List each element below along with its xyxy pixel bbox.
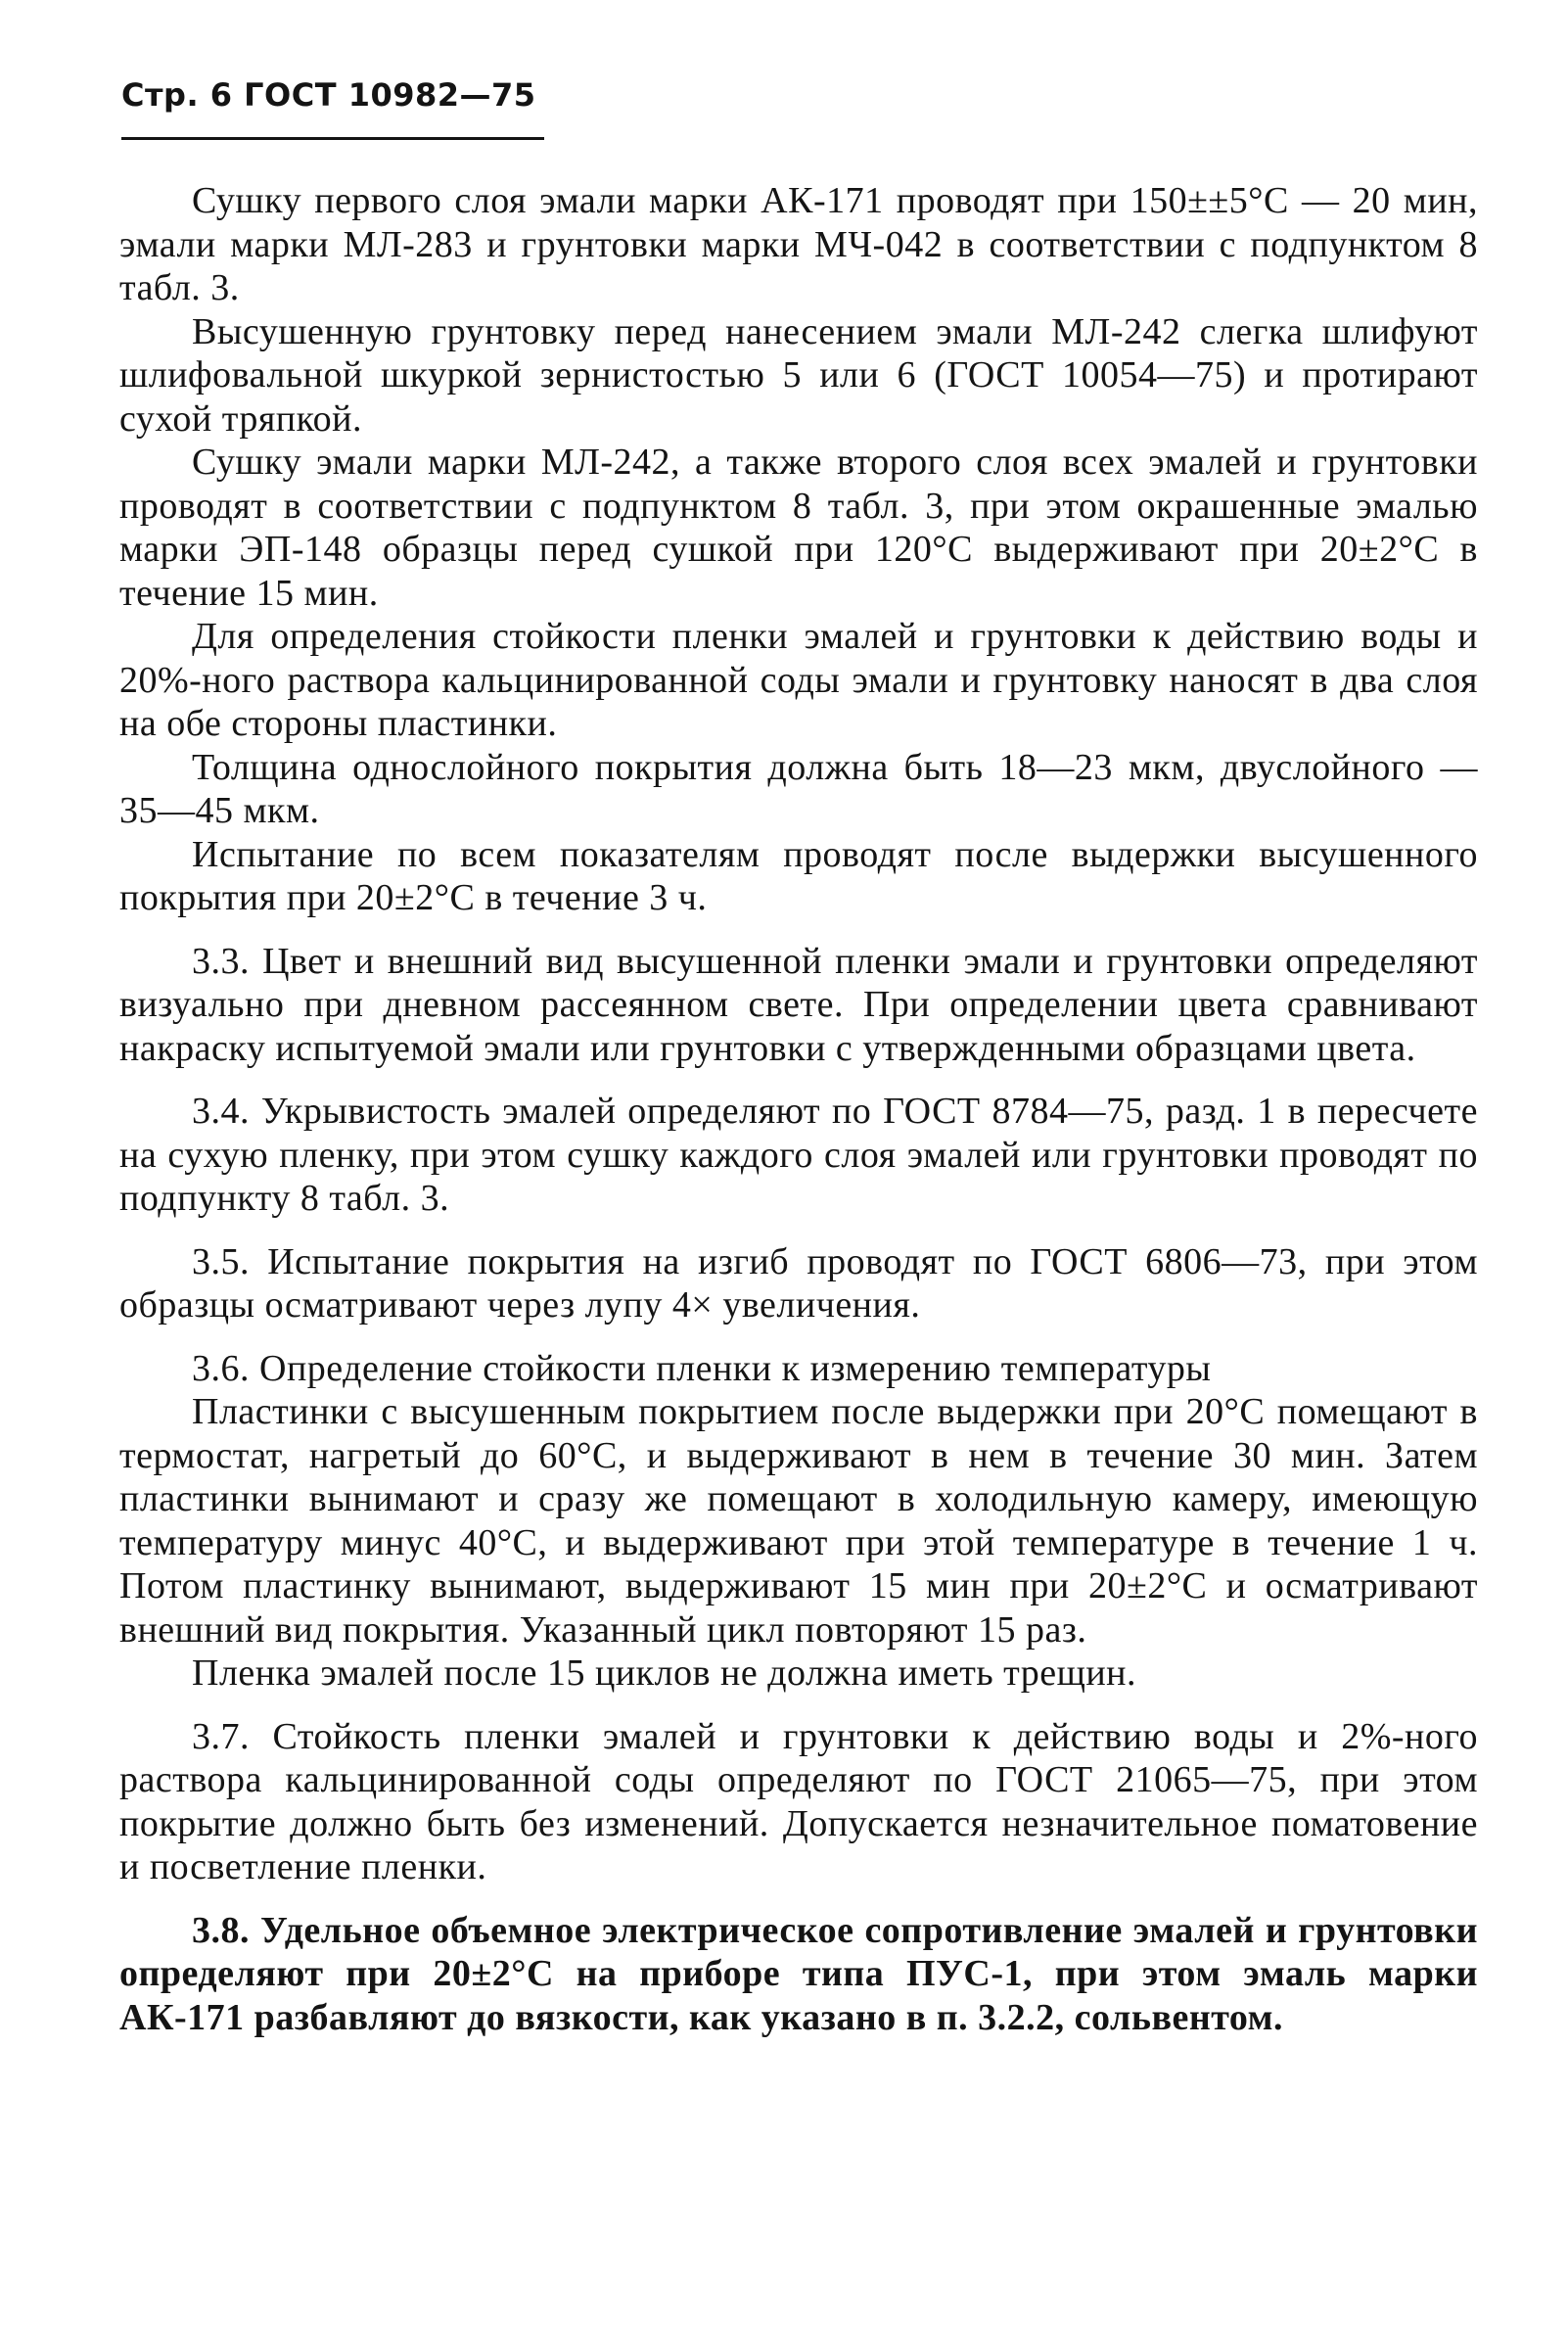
section-3-6-requirement: Пленка эмалей после 15 циклов не должна иметь трещин. [192,1652,1137,1694]
section-3-8: 3.8. Удельное объемное электрическое сопротивление эмалей и грунтовки определяют при 20±2°С на приборе типа ПУС-1, при этом эмаль марки АК-171 разбавляют до вязкости, как указано в п. 3.2.2, сольвентом. [119,1909,1478,2038]
section-3-5: 3.5. Испытание покрытия на изгиб проводят по ГОСТ 6806—73, при этом образцы осматривают через лупу 4× увеличения. [119,1240,1478,1326]
paragraph-primer-sanding: Высушенную грунтовку перед нанесением эмали МЛ-242 слегка шлифуют шлифовальной шкуркой зернистостью 5 или 6 (ГОСТ 10054—75) и протирают сухой тряпкой. [119,310,1478,440]
section-3-4: 3.4. Укрывистость эмалей определяют по ГОСТ 8784—75, разд. 1 в пересчете на сухую пленку, при этом сушку каждого слоя эмалей или грунтовки проводят по подпункту 8 табл. 3. [119,1091,1478,1219]
paragraph-coating-thickness: Толщина однослойного покрытия должна быть 18—23 мкм, двуслойного — 35—45 мкм. [119,746,1478,831]
page-header: Стр. 6 ГОСТ 10982—75 [121,76,536,114]
paragraph-test-conditioning: Испытание по всем показателям проводят после выдержки высушенного покрытия при 20±2°С в течение 3 ч. [119,833,1478,918]
document-body [119,179,1478,2039]
header-rule [121,137,544,140]
section-3-6-body: Пластинки с высушенным покрытием после выдержки при 20°С помещают в термостат, нагретый до 60°С, и выдерживают в нем в течение 30 мин. Затем пластинки вынимают и сразу же помещают в холодильную камеру, имеющую температуру минус 40°С, и выдерживают при этой температуре в течение 1 ч. Потом пластинку вынимают, выдерживают 15 мин при 20±2°С и осматривают внешний вид покрытия. Указанный цикл повторяют 15 раз. [119,1391,1478,1651]
paragraph-water-resistance-prep: Для определения стойкости пленки эмалей и грунтовки к действию воды и 20%-ного раствора кальцинированной соды эмали и грунтовку наносят в два слоя на обе стороны пластинки. [119,616,1478,744]
section-3-3: 3.3. Цвет и внешний вид высушенной пленки эмали и грунтовки определяют визуально при дневном рассеянном свете. При определении цвета сравнивают накраску испытуемой эмали или грунтовки с утвержденными образцами цвета. [119,940,1478,1069]
section-3-6-heading: 3.6. Определение стойкости пленки к измерению температуры [192,1347,1212,1389]
section-3-7: 3.7. Стойкость пленки эмалей и грунтовки к действию воды и 2%-ного раствора кальцинированной соды определяют по ГОСТ 21065—75, при этом покрытие должно быть без изменений. Допускается незначительное поматовение и посветление пленки. [119,1715,1478,1887]
paragraph-drying-second-layer: Сушку эмали марки МЛ-242, а также второго слоя всех эмалей и грунтовки проводят в соответствии с подпунктом 8 табл. 3, при этом окрашенные эмалью марки ЭП-148 образцы перед сушкой при 120°С выдерживают при 20±2°С в течение 15 мин. [119,442,1478,614]
paragraph-drying-first-layer: Сушку первого слоя эмали марки АК-171 проводят при 150±±5°С — 20 мин, эмали марки МЛ-283 и грунтовки марки МЧ-042 в соответствии с подпунктом 8 табл. 3. [119,180,1478,308]
